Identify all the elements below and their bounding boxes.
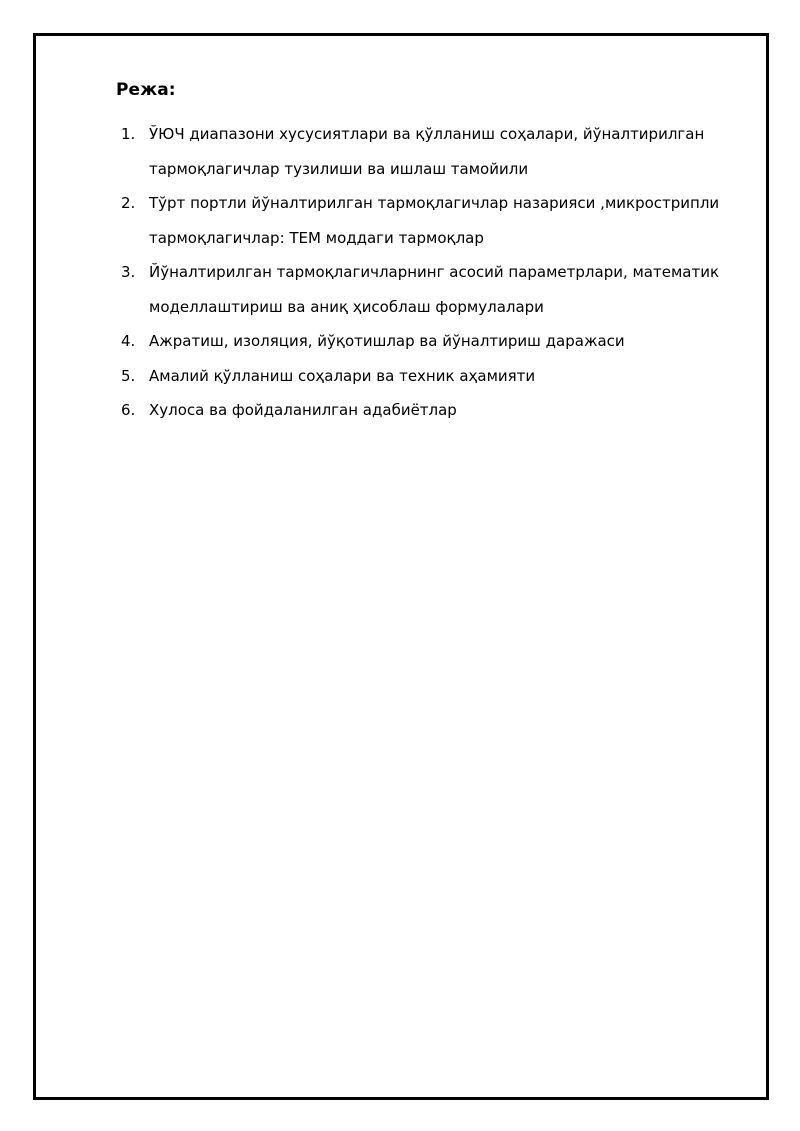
list-item [121,255,741,324]
list-item [121,324,741,359]
item-text [149,255,741,324]
list-item [121,393,741,428]
item-text [149,186,741,255]
list-item [121,117,741,186]
item-number: 6. [121,401,136,419]
item-text-line: Йўналтирилган тармоқлагичларнинг асосий параметрлари, математик [149,263,720,281]
item-text-line: Амалий қўлланиш соҳалари ва техник аҳамияти [149,366,536,385]
item-text [149,393,741,428]
item-text [149,117,741,186]
item-text-line: моделлаштириш ва аниқ ҳисоблаш формулалари [149,297,544,316]
plan-heading: Режа: [116,80,176,100]
item-text-line: тармоқлагичлар тузилиши ва ишлаш тамойили [149,159,529,178]
item-text [149,324,741,359]
item-number: 3. [121,263,136,281]
plan-list [121,117,741,428]
item-text-line: Тўрт портли йўналтирилган тармоқлагичлар назарияси ,микрострипли [149,194,720,212]
item-text-line: Ажратиш, изоляция, йўқотишлар ва йўналтириш даражаси [149,332,625,350]
list-item [121,186,741,255]
list-item [121,359,741,394]
item-number: 5. [121,366,136,385]
item-number: 4. [121,332,136,350]
page-border [33,33,769,1100]
item-text-line: тармоқлагичлар: ТЕМ моддаги тармоқлар [149,228,484,247]
item-text-line: ЎЮЧ диапазони хусусиятлари ва қўлланиш соҳалари, йўналтирилган [149,125,705,143]
item-number: 1. [121,125,136,143]
item-text [149,359,741,394]
item-text-line: Хулоса ва фойдаланилган адабиётлар [149,401,457,419]
item-number: 2. [121,194,136,212]
